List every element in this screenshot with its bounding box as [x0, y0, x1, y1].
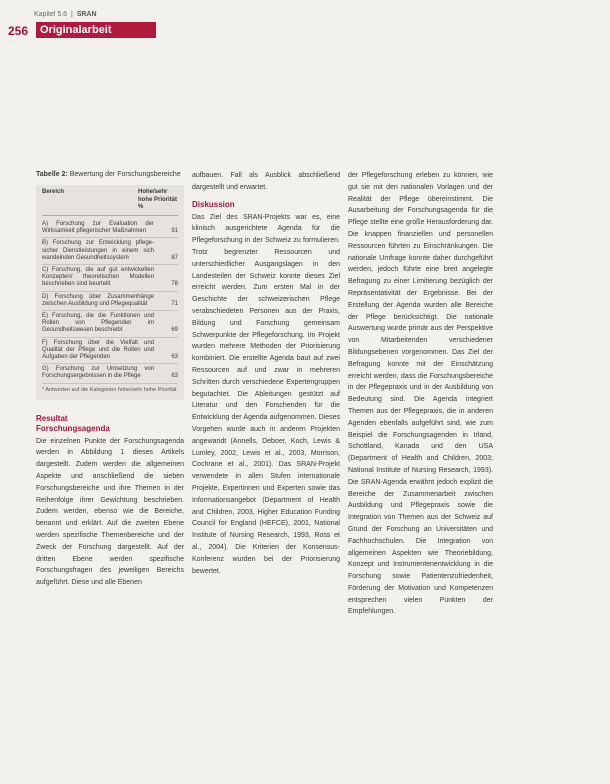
table-cell-area: B) Forschung zur Entwicklung pflege-sicher Dienstleistungen in einem sich wandelnden Gesundheitssystem [42, 240, 154, 261]
table-row [42, 311, 178, 338]
table-row [42, 292, 178, 311]
table-cell-area: A) Forschung zur Evaluation der Wirksamkeit pflegerischer Maßnahmen [42, 220, 154, 235]
discussion-heading: Diskussion [192, 199, 235, 209]
results-paragraph: Die einzelnen Punkte der Forschungsagenda werden in Abbildung 1 dieses Artikels dargestellt. Zudem werden die allgemeinen Aspekte und anschließend die sieben Forschungsbereiche und ihre Themen in der Reihenfolge ihrer Gewichtung beschrieben. Zudem werden, ebenso wie die Bereiche, benannt und erklärt. Auf die zweiten Ebene werden spezifische Themenbereiche und der Zweck der Forschung dargestellt. Auf der dritten Ebene werden spezifische Forschungsfragen des jeweiligen Bereichs aufgeführt. Diese und alle Ebenen [36, 437, 184, 587]
table-cell-priority: 63 [171, 373, 178, 380]
column-3 [348, 170, 493, 618]
column-3-paragraph: der Pflegeforschung erleben zu können, wie gut sie mit den nationalen Vorlagen und der Realität der Pflege übereinstimmt. Die Ausarbeitung der Forschungsagenda für die Pflege stellte eine große Herausforderung dar. Die knappen finanziellen und personellen Ressourcen führten zu Einschränkungen. Die nationale Umfrage konnte daher durchgeführt werden, jedoch führte eine breit angelegte Befragung zu einer Limitierung bezüglich der Repräsentativität der Ergebnisse. Bei der Erstellung der Agenda wurden alle Bereiche der Pflege berücksichtigt. Die nationale Auswertung wurde primär aus der Perspektive von Mitarbeitenden verschiedener Bildungsebenen vorgenommen. Das Ziel der Befragung konnte mit der Einschätzung erreicht werden, dass die Forschungsbereiche in der Pflegepraxis und in der Ausbildung von Bedeutung sind. Die Agenda integriert Themen aus der Pflegepraxis, die in anderen Agenden ebenfalls aufgeführt sind, wie zum Beispiel die Forschungsagenden in Irland, Schottland, Kanada und den USA (Department of Health and Children, 2003; National Institute of Nursing Research, 1993). Die SRAN-Agenda erwähnt jedoch explizit die Bereiche der Zusammenarbeit zwischen Ausbildung und Pflegepraxis sowie die Integration von Themen aus der Schweiz auf Grund der Forschung an Universitäten und Fachhochschulen. Die Integration von allgemeinen Aspekten wie Theoriebildung, Konzept und Instrumentenentwicklung in die Forschung sowie Patientenzufriedenheit, Förderung der Motivation und Kompetenzen entsprechen vielen Punkten der Empfehlungen. [348, 172, 493, 616]
table-cell-priority: 78 [171, 281, 178, 288]
table-cell-priority: 91 [171, 228, 178, 235]
table-row [42, 364, 178, 383]
table-cell-area: C) Forschung, die auf gut entwickelten Konzepten/ theoretischen Modellen beschrieben sind beurteilt [42, 266, 154, 288]
section-tag: Originalarbeit [36, 22, 156, 38]
table-caption-number: Tabelle 2: [36, 171, 68, 178]
research-agenda-subheading: Forschungsagenda [36, 423, 110, 433]
table-row [42, 238, 178, 265]
table-cell-area: F) Forschung über die Vielfalt und Qualität der Pflege und die Rollen und Aufgaben der Pflegenden [42, 339, 154, 360]
running-head: Kapitel 5.6 | SRAN [34, 11, 97, 18]
priority-table [36, 185, 184, 399]
table-row [42, 219, 178, 238]
discussion-paragraph: Das Ziel des SRAN-Projekts war es, eine klinisch ausgerichtete Agenda für die Pflegeforschung in der Schweiz zu formulieren. Trotz begrenzter Ressourcen und unterschiedlicher Ausgangslagen in den Landesteilen der Schweiz konnte dieses Ziel erreicht werden. Zum ersten Mal in der Geschichte der schweizerischen Pflege verabschiedeten Personen aus der Praxis, Bildung und Forschung gemeinsam Schwerpunkte der Pflegeforschung. Im Projekt wurden mehrere Methoden der Priorisierung kombiniert. Die erstellte Agenda baut auf zwei Ressourcen auf und zwar in mehreren Schritten durch verschiedene Expertengruppen begutachtet. Die Ableitungen gestützt auf Literatur und den Forschenden für die Entwicklung der Agenda aufgenommen. Dieses Vorgehen wurde auch in anderen Projekten angewandt (Annells, Deboer, Koch, Lewis & Lumley, 2002, Lewis et al., 2003, Morrison, Cochrane et al., 2001). Das SRAN-Projekt verwendete in allen Stufen internationale Projekte, Expertinnen und Experten sowie das Informationsangebot (Department of Health and Children, 2003, Higher Education Funding Council for England (HEFCE), 2001, National Institute of Nursing Research, 1993, Ross et al., 2004). Die Kriterien der Konsensus-Konferenz wurden bei der Priorisierung bewertet. [192, 213, 340, 575]
page-number: 256 [8, 24, 29, 38]
column-2 [192, 170, 340, 577]
table-caption-text: Bewertung der Forschungsbereiche [69, 171, 181, 178]
table-header-priority: Hohe/sehr hohe Priorität % [138, 189, 178, 211]
column-1 [36, 170, 184, 589]
table-header [42, 189, 178, 216]
running-head-journal: SRAN [76, 11, 97, 18]
table-cell-priority: 87 [171, 254, 178, 261]
table-caption [36, 170, 184, 179]
table-row [42, 338, 178, 365]
table-cell-priority: 63 [171, 353, 178, 360]
running-head-chapter: Kapitel 5.6 [34, 11, 68, 18]
table-cell-area: G) Forschung zur Umsetzung von Forschungsergebnissen in die Pflege [42, 366, 154, 380]
results-heading: Resultat [36, 413, 68, 423]
table-footnote: * Antworten auf die Kategorien hohe/sehr hohe Priorität [42, 386, 177, 393]
table-cell-priority: 71 [171, 300, 178, 307]
table-header-area: Bereich [42, 189, 65, 196]
table-row [42, 265, 178, 292]
table-cell-priority: 69 [171, 327, 178, 334]
column-2-intro: aufbauen. Fall als Ausblick abschließend dargestellt und erwartet. [192, 172, 340, 191]
table-cell-area: E) Forschung, die die Funktionen und Rollen von Pflegenden im Gesundheitswesen beschreibt [42, 312, 154, 334]
table-cell-area: D) Forschung über Zusammenhänge zwischen Ausbildung und Pflegequalität [42, 293, 154, 307]
